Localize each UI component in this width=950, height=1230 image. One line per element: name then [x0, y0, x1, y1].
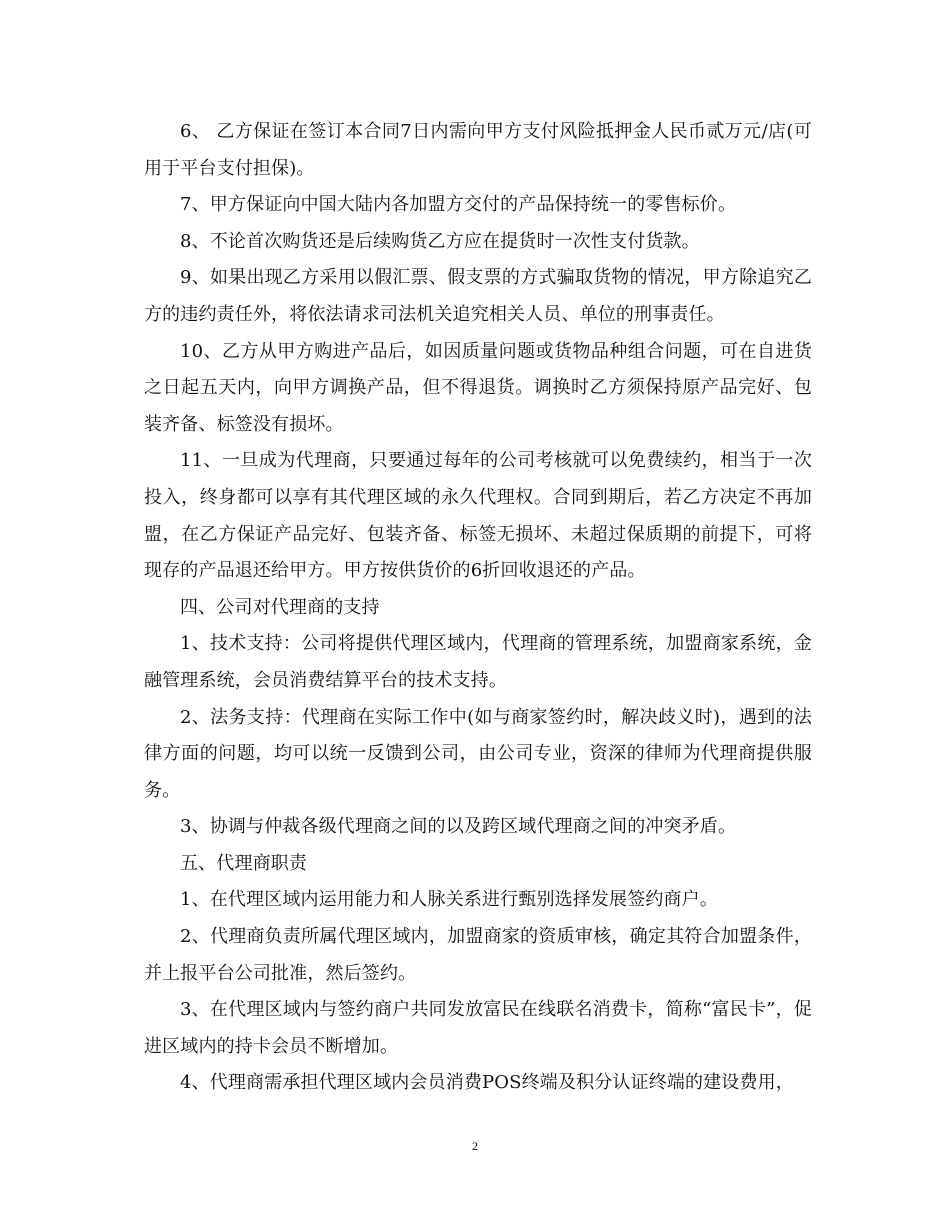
paragraph-tech-support: 1、技术支持：公司将提供代理区域内，代理商的管理系统，加盟商家系统，金融管理系统，会员消费结算平台的技术支持。 — [144, 633, 812, 691]
page-number: 2 — [472, 1139, 478, 1153]
paragraph-duty-1: 1、在代理区域内运用能力和人脉关系进行甄别选择发展签约商户。 — [180, 889, 718, 911]
paragraph-clause-10: 10、乙方从甲方购进产品后，如因质量问题或货物品种组合问题，可在自进货之日起五天内，向甲方调换产品，但不得退货。调换时乙方须保持原产品完好、包装齐备、标签没有损坏。 — [144, 340, 812, 435]
paragraph-clause-6: 6、 乙方保证在签订本合同7日内需向甲方支付风险抵押金人民币贰万元/店(可用于平台支付担保)。 — [144, 121, 812, 179]
paragraph-duty-2: 2、代理商负责所属代理区域内，加盟商家的资质审核，确定其符合加盟条件，并上报平台公司批准，然后签约。 — [144, 926, 812, 984]
document-body — [144, 114, 812, 1102]
paragraph-clause-11: 11、一旦成为代理商，只要通过每年的公司考核就可以免费续约，相当于一次投入，终身都可以享有其代理区域的永久代理权。合同到期后，若乙方决定不再加盟，在乙方保证产品完好、包装齐备、标签无损坏、未超过保质期的前提下，可将现存的产品退还给甲方。甲方按供货价的6折回收退还的产品。 — [144, 450, 812, 582]
paragraph-clause-8: 8、不论首次购货还是后续购货乙方应在提货时一次性支付货款。 — [180, 230, 700, 252]
paragraph-duty-3: 3、在代理区域内与签约商户共同发放富民在线联名消费卡，简称“富民卡”，促进区域内的持卡会员不断增加。 — [144, 999, 812, 1057]
paragraph-legal-support: 2、法务支持：代理商在实际工作中(如与商家签约时，解决歧义时)，遇到的法律方面的问题，均可以统一反馈到公司，由公司专业，资深的律师为代理商提供服务。 — [144, 706, 812, 801]
paragraph-arbitration: 3、协调与仲裁各级代理商之间的以及跨区域代理商之间的冲突矛盾。 — [180, 816, 737, 838]
section-heading-support: 四、公司对代理商的支持 — [180, 596, 380, 618]
paragraph-clause-7: 7、甲方保证向中国大陆内各加盟方交付的产品保持统一的零售标价。 — [180, 194, 737, 216]
section-heading-duties: 五、代理商职责 — [180, 852, 308, 874]
paragraph-clause-9: 9、如果出现乙方采用以假汇票、假支票的方式骗取货物的情况，甲方除追究乙方的违约责任外，将依法请求司法机关追究相关人员、单位的刑事责任。 — [144, 267, 812, 325]
paragraph-duty-4: 4、代理商需承担代理区域内会员消费POS终端及积分认证终端的建设费用， — [180, 1072, 794, 1094]
